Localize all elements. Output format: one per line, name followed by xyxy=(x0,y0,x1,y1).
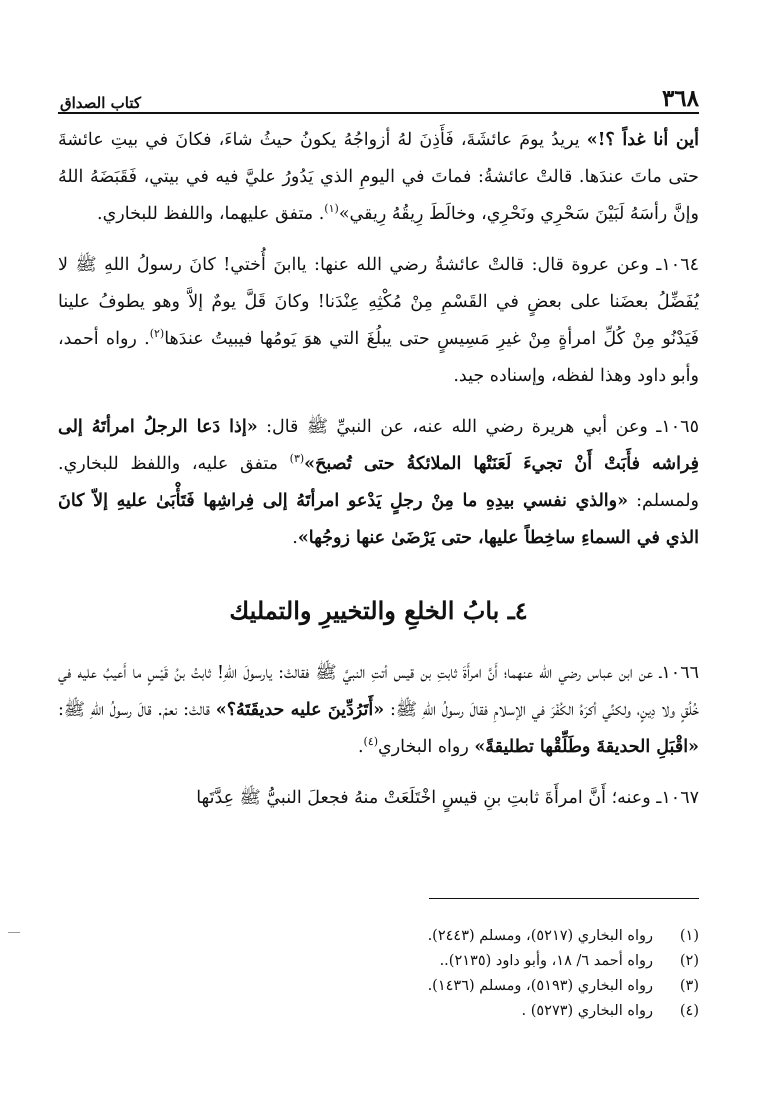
hadith-number: ١٠٦٤ xyxy=(661,255,699,275)
paragraph-tail: رواه البخاري xyxy=(378,737,475,757)
hadith-quote: «أَتَرُدِّينَ عليه حديقَتَهُ؟» xyxy=(215,700,385,720)
hadith-quote: أين أنا غداً ؟!» xyxy=(586,130,699,150)
paragraph-1 xyxy=(58,122,699,233)
footnote-number: (٣) xyxy=(679,978,699,994)
paragraph-tail: . متفق عليهما، واللفظ للبخاري. xyxy=(97,204,325,224)
paragraph-tail: . رواه أحمد، وأبو داود وهذا لفظه، وإسناده جيد. xyxy=(58,329,699,386)
hadith-quote: «اقْبَلِ الحديقةَ وطَلِّقْها تطليقةً» xyxy=(474,737,699,757)
paragraph-intro: ـ عن ابن عباس رضي الله عنهما؛ أَنَّ امرأَةَ ثابتِ بن قيس أتتِ النبيَّ ﷺ فقالتْ: يارسولَ اللهِ! ثابتُ بنُ قَيْسٍ ما أَعيبُ عليه في خُلُقٍ ولا دِينٍ، ولكنِّي أكرَهُ الكُفْرَ في الإسلامِ فقالَ رسولُ اللهِ ﷺ: xyxy=(58,663,700,720)
footnote-ref[interactable]: (٣) xyxy=(289,452,305,466)
running-title: كتاب الصداق xyxy=(60,94,142,112)
footnote xyxy=(59,924,699,949)
paragraph-intro: ـ وعن أبي هريرة رضي الله عنه، عن النبيِّ ﷺ قال: xyxy=(257,417,662,437)
footnote xyxy=(59,949,699,974)
footnote-text: رواه البخاري (٥٢١٧)، ومسلم (٢٤٤٣). xyxy=(427,928,653,944)
footnote-text: رواه البخاري (٥٢٧٣) . xyxy=(521,1003,653,1019)
page-number: ٣٦٨ xyxy=(661,85,699,112)
footnote xyxy=(59,974,699,999)
paragraph-1066 xyxy=(58,655,699,766)
paragraph-end: . xyxy=(357,737,364,757)
hadith-quote: «والذي نفسي بيدِهِ ما مِنْ رجلٍ يَدْعو امرأتَهُ إلى فِراشِها فَتَأْبَىٰ عليهِ إلاّ كانَ الذي في السماءِ ساخِطاً عليها، حتى يَرْضَىٰ عنها زوجُها» xyxy=(58,491,699,548)
margin-mark xyxy=(8,932,20,933)
footnote-number: (١) xyxy=(679,928,699,944)
hadith-number: ١٠٦٥ xyxy=(661,417,699,437)
hadith-quote: «إذا دَعا الرجلُ امرأتَهُ إلى فِراشه فأَبَتْ أَنْ تجيءَ لَعَنَتْها الملائكةُ حتى تُصبحَ» xyxy=(58,417,699,474)
footnote-ref[interactable]: (٢) xyxy=(149,327,165,341)
footnote-ref[interactable]: (١) xyxy=(324,202,339,216)
paragraph-text: يريدُ يومَ عائشَةَ، فَأَذِنَ لهُ أزواجُهُ يكونُ حيثُ شاءَ، فكانَ في بيتِ عائشةَ حتى ماتَ عندَها. قالتْ عائشةُ: فماتَ في اليومِ الذي يَدُورُ عليَّ فيه في بيتي، فَقَبَضَهُ اللهُ وإنَّ رأسَهُ لَبَيْنَ سَحْرِي ونَحْرِي، وخالَطَ رِيقُهُ رِيقي» xyxy=(58,130,699,224)
paragraph-text: ـ وعنه؛ أَنَّ امرأَةَ ثابتِ بنِ قيسٍ اخْتَلَعَتْ منهُ فجعلَ النبيُّ ﷺ عِدَّتَها xyxy=(196,788,662,808)
footnote-rule xyxy=(429,898,699,899)
paragraph-mid: قالتْ: نعمْ. قالَ رسولُ اللهِ ﷺ: xyxy=(58,700,216,720)
main-text xyxy=(58,122,699,817)
paragraph-1065 xyxy=(58,409,699,557)
footnote-ref[interactable]: (٤) xyxy=(363,735,379,749)
footnote-number: (٤) xyxy=(679,1003,699,1019)
footnote-number: (٢) xyxy=(679,953,699,969)
section-heading: ٤ـ بابُ الخلعِ والتخييرِ والتمليك xyxy=(229,596,528,625)
hadith-number: ١٠٦٦ xyxy=(661,663,699,683)
footnote xyxy=(59,999,699,1024)
header-rule xyxy=(58,112,699,114)
hadith-number: ١٠٦٧ xyxy=(661,788,699,808)
paragraph-1067 xyxy=(58,780,699,817)
paragraph-tail: . xyxy=(292,528,298,548)
paragraph-1064 xyxy=(58,247,699,395)
paragraph-text: ـ وعن عروة قال: قالتْ عائشةُ رضي الله عنها: ياابنَ أُختي! كانَ رسولُ اللهِ ﷺ لا يُفَضِّلُ بعضَنا على بعضٍ في القَسْمِ مِنْ مُكْثِهِ عِنْدَنا! وكانَ قَلَّ يومٌ إلاَّ وهو يطوفُ علينا فَيَدْنُو مِنْ كُلِّ امرأةٍ مِنْ غيرِ مَسِيسٍ حتى يبلُغَ التي هوَ يَومُها فيبيتُ عندَها xyxy=(58,255,699,349)
footnote-text: رواه البخاري (٥١٩٣)، ومسلم (١٤٣٦). xyxy=(427,978,653,994)
footnotes xyxy=(59,924,699,1024)
paragraph-mid: متفق عليه، واللفظ للبخاري. ولمسلم: xyxy=(58,454,699,511)
page-header xyxy=(60,82,699,112)
footnote-text: رواه أحمد ٦/ ١٨، وأبو داود (٢١٣٥).. xyxy=(439,953,653,969)
